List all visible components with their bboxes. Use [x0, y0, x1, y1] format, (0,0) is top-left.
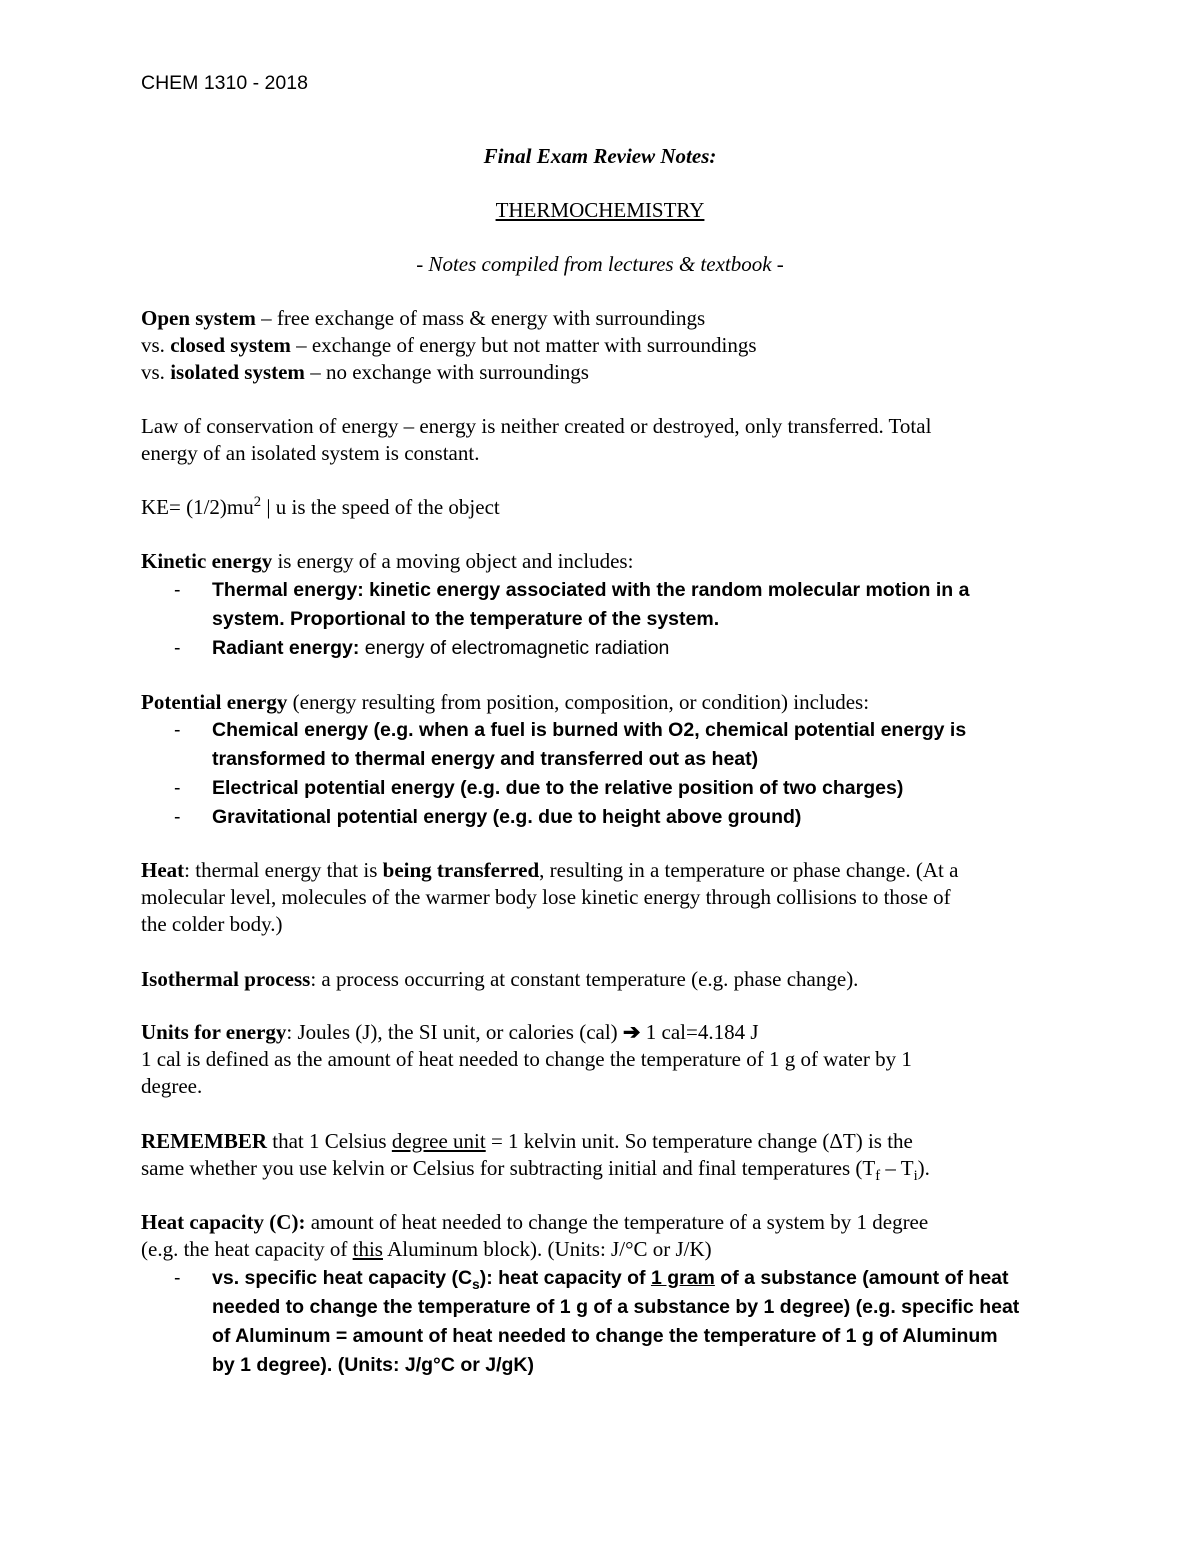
heat-capacity-line — [141, 1209, 1061, 1236]
bullet-line: energy (e.g. when a fuel is burned with O2, chemical potential energy is — [298, 719, 967, 741]
remember-underlined: degree unit — [391, 1129, 486, 1153]
document-title — [0, 143, 1200, 170]
heat-line: the colder body.) — [141, 912, 283, 936]
list-item — [174, 716, 1054, 774]
bullet-vs: vs. — [212, 1267, 245, 1289]
units-line: degree. — [141, 1074, 203, 1098]
list-item — [174, 1264, 1054, 1380]
units-line: 1 cal is defined as the amount of heat needed to change the temperature of 1 g of water by 1 — [141, 1047, 912, 1071]
heat-capacity-text: amount of heat needed to change the temperature of a system by 1 degree — [305, 1210, 929, 1234]
heat-capacity-underlined: this — [352, 1237, 383, 1261]
topic-text: THERMOCHEMISTRY — [495, 198, 705, 222]
units-paragraph — [141, 1019, 1061, 1100]
bullet-line: energy of electromagnetic radiation — [359, 637, 670, 659]
bullet-text — [212, 576, 1062, 634]
remember-text: that 1 Celsius — [267, 1129, 392, 1153]
bullet-dash: - — [174, 579, 181, 601]
remember-term: REMEMBER — [141, 1129, 267, 1153]
bullet-dash: - — [174, 1267, 181, 1289]
kinetic-energy-def: is energy of a moving object and includes: — [272, 549, 634, 573]
bullet-dash: - — [174, 806, 181, 828]
bullet-text — [212, 774, 1062, 803]
units-text: 1 cal=4.184 J — [640, 1020, 759, 1044]
vs-label: vs. — [141, 333, 171, 357]
list-item — [174, 774, 1054, 803]
bullet-dash: - — [174, 719, 181, 741]
bullet-term: Electrical — [212, 777, 299, 799]
heat-capacity-term: Heat capacity (C): — [141, 1210, 306, 1234]
subtitle-text: - Notes compiled from lectures & textbook - — [416, 252, 784, 276]
bullet-term: Thermal energy: — [212, 579, 364, 601]
arrow-icon: ➔ — [622, 1020, 641, 1044]
closed-system-def: – exchange of energy but not matter with surroundings — [290, 333, 757, 357]
title-text: Final Exam Review Notes: — [483, 144, 717, 168]
isothermal-paragraph — [141, 966, 1061, 993]
systems-section — [141, 305, 1061, 386]
bullet-term: Radiant energy: — [212, 637, 360, 659]
heat-bold: being transferred — [382, 858, 540, 882]
ke-exponent: 2 — [253, 494, 262, 510]
units-text: : Joules (J), the SI unit, or calories (cal) — [286, 1020, 623, 1044]
conservation-line: Law of conservation of energy – energy is neither created or destroyed, only transferred. Total — [141, 414, 932, 438]
units-line — [141, 1019, 1061, 1046]
open-system-term: Open system — [141, 306, 256, 330]
bullet-line: kinetic energy associated with the random molecular motion in a — [363, 579, 970, 601]
bullet-line: potential energy (e.g. due to height above ground) — [331, 806, 802, 828]
subtitle — [0, 251, 1200, 278]
subscript: s — [472, 1276, 480, 1292]
ke-formula — [141, 494, 1061, 521]
bullet-term: Gravitational — [212, 806, 332, 828]
bullet-text — [212, 803, 1062, 832]
course-header: CHEM 1310 - 2018 — [141, 72, 308, 94]
bullet-dash: - — [174, 777, 181, 799]
bullet-line: needed to change the temperature of 1 g of a substance by 1 degree) (e.g. specific heat — [212, 1296, 1020, 1318]
conservation-line: energy of an isolated system is constant. — [141, 441, 480, 465]
isolated-system-def: – no exchange with surroundings — [304, 360, 589, 384]
bullet-line: by 1 degree). (Units: J/g°C or J/gK) — [212, 1354, 535, 1376]
heat-text: , resulting in a temperature or phase change. (At a — [539, 858, 959, 882]
bullet-line: of a substance (amount of heat — [714, 1267, 1009, 1289]
heat-text: : thermal energy that is — [184, 858, 383, 882]
isolated-system-line — [141, 359, 1061, 386]
bullet-term: Chemical — [212, 719, 299, 741]
bullet-line: transformed to thermal energy and transferred out as heat) — [212, 748, 759, 770]
heat-capacity-text: (e.g. the heat capacity of — [141, 1237, 353, 1261]
isolated-system-term: isolated system — [170, 360, 305, 384]
heat-line: molecular level, molecules of the warmer body lose kinetic energy through collisions to those of — [141, 885, 951, 909]
remember-text: same whether you use kelvin or Celsius for subtracting initial and final temperatures (T — [141, 1156, 876, 1180]
topic-heading — [0, 197, 1200, 224]
vs-label: vs. — [141, 360, 171, 384]
heat-capacity-paragraph — [141, 1209, 1061, 1263]
open-system-def: – free exchange of mass & energy with surroundings — [255, 306, 706, 330]
bullet-term: ): — [479, 1267, 493, 1289]
heat-capacity-text: Aluminum block). (Units: J/°C or J/K) — [382, 1237, 712, 1261]
open-system-line — [141, 305, 1061, 332]
remember-line — [141, 1128, 1061, 1155]
isothermal-def: : a process occurring at constant temperature (e.g. phase change). — [310, 967, 859, 991]
bullet-text — [212, 716, 1062, 774]
potential-energy-intro — [141, 689, 1061, 716]
bullet-line: heat capacity of — [492, 1267, 651, 1289]
units-term: Units for energy — [141, 1020, 287, 1044]
list-item — [174, 803, 1054, 832]
ke-formula-note: | u is the speed of the object — [261, 495, 500, 519]
bullet-text — [212, 1264, 1062, 1380]
bullet-line: potential energy (e.g. due to the relative position of two charges) — [298, 777, 904, 799]
kinetic-energy-intro — [141, 548, 1061, 575]
potential-energy-term: Potential energy — [141, 690, 288, 714]
bullet-underlined: 1 gram — [650, 1267, 715, 1289]
conservation-paragraph — [141, 413, 1061, 467]
heat-capacity-line — [141, 1236, 1061, 1263]
ke-formula-text: KE= (1/2)mu — [141, 495, 254, 519]
subscript: f — [875, 1168, 881, 1185]
list-item — [174, 634, 1054, 663]
potential-energy-def: (energy resulting from position, composition, or condition) includes: — [287, 690, 870, 714]
closed-system-line — [141, 332, 1061, 359]
remember-text: – T — [880, 1156, 914, 1180]
heat-line — [141, 857, 1061, 884]
list-item — [174, 576, 1054, 634]
isothermal-term: Isothermal process — [141, 967, 311, 991]
bullet-dash: - — [174, 637, 181, 659]
bullet-text — [212, 634, 1062, 663]
remember-paragraph — [141, 1128, 1061, 1185]
bullet-line: of Aluminum = amount of heat needed to change the temperature of 1 g of Aluminum — [212, 1325, 998, 1347]
remember-line — [141, 1155, 1061, 1185]
heat-term: Heat — [141, 858, 185, 882]
remember-text: = 1 kelvin unit. So temperature change (ΔT) is the — [485, 1129, 913, 1153]
bullet-line: system. Proportional to the temperature of the system. — [212, 608, 720, 630]
bullet-term: specific heat capacity (C — [244, 1267, 473, 1289]
remember-text: ). — [917, 1156, 930, 1180]
subscript: i — [913, 1168, 918, 1185]
kinetic-energy-term: Kinetic energy — [141, 549, 273, 573]
closed-system-term: closed system — [170, 333, 291, 357]
heat-paragraph — [141, 857, 1061, 938]
